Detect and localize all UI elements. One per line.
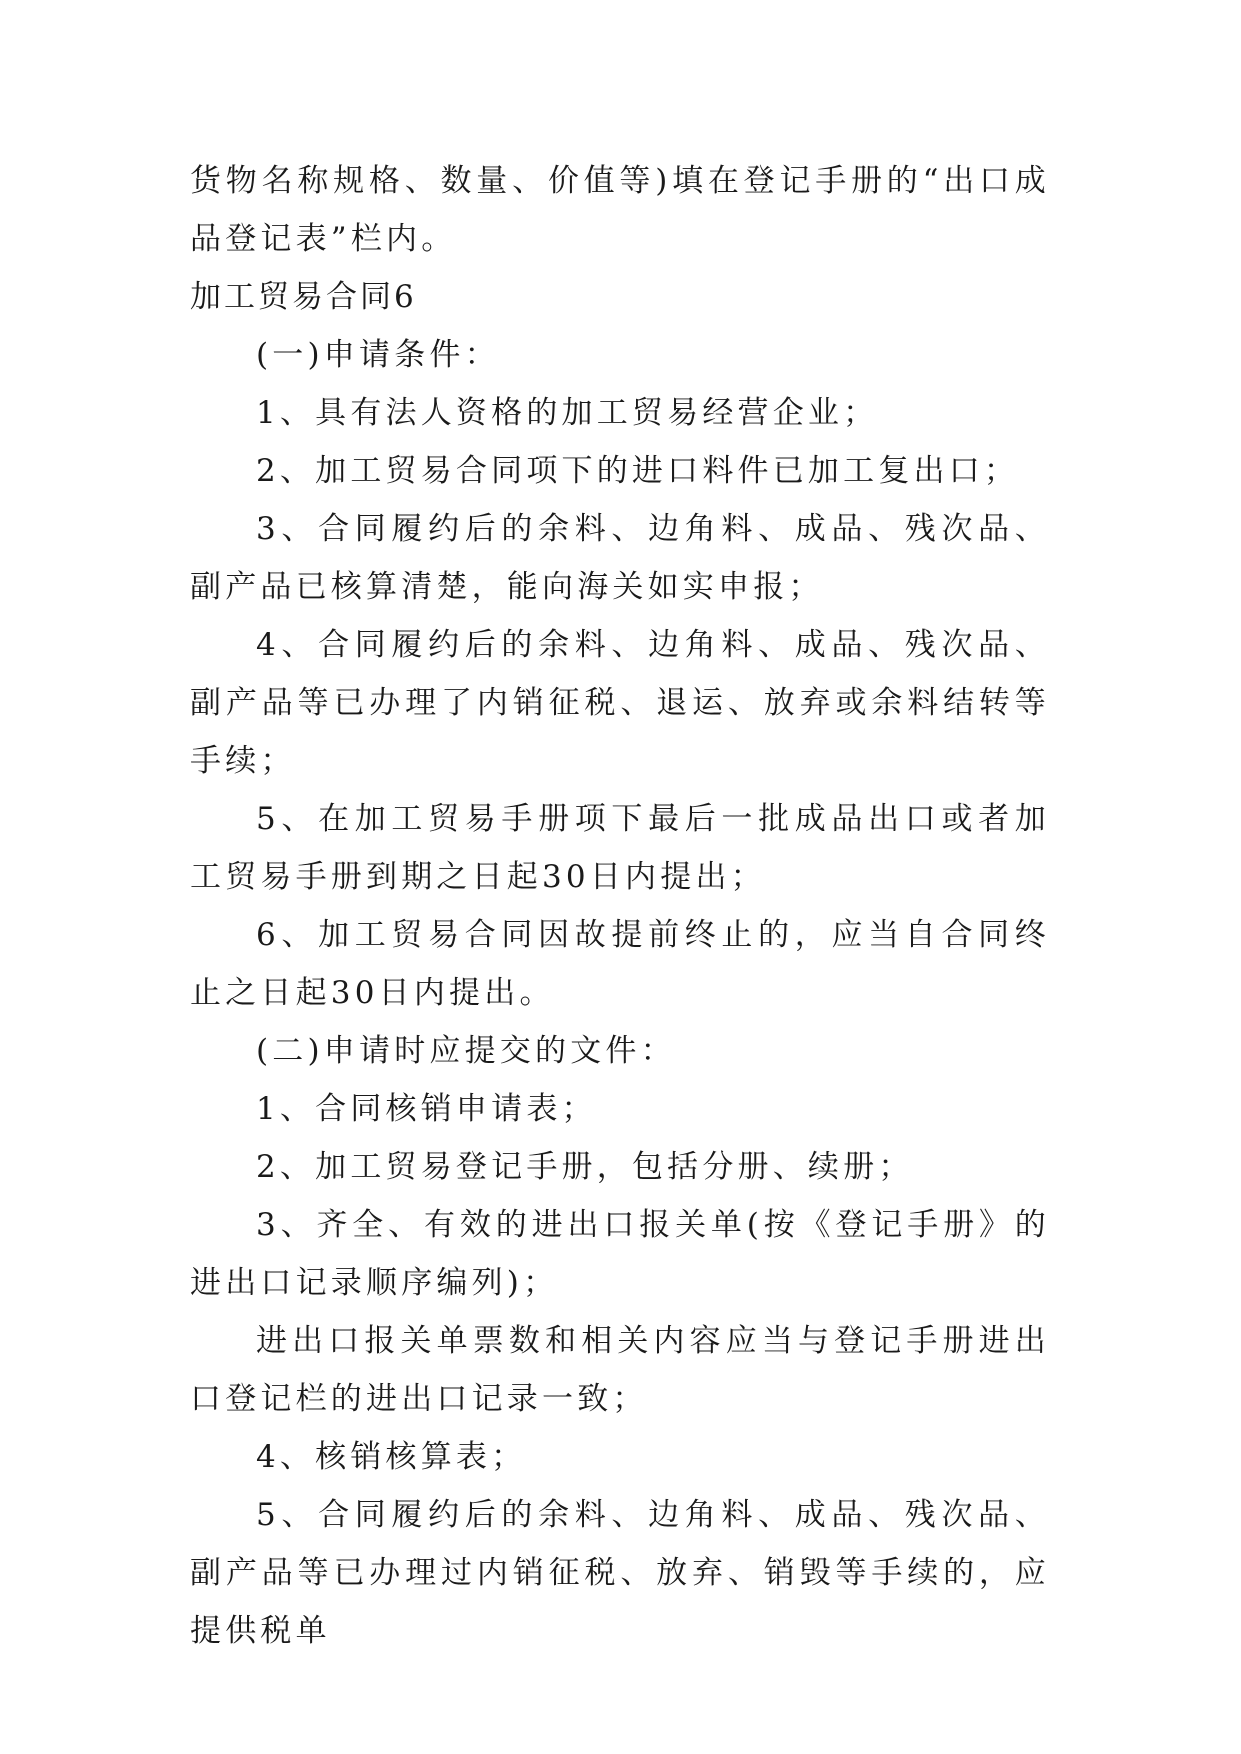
condition-item-3: 3、合同履约后的余料、边角料、成品、残次品、副产品已核算清楚，能向海关如实申报；: [190, 511, 1050, 605]
condition-item-1: 1、具有法人资格的加工贸易经营企业；: [256, 395, 879, 431]
section-heading: 加工贸易合同6: [190, 279, 417, 315]
document-item-5: 5、合同履约后的余料、边角料、成品、残次品、副产品等已办理过内销征税、放弃、销毁等手续的，应提供税单: [190, 1497, 1050, 1649]
paragraph-continuation: 货物名称规格、数量、价值等)填在登记手册的“出口成品登记表”栏内。: [190, 163, 1050, 257]
condition-item-6: 6、加工贸易合同因故提前终止的，应当自合同终止之日起30日内提出。: [190, 917, 1050, 1011]
condition-item-5: 5、在加工贸易手册项下最后一批成品出口或者加工贸易手册到期之日起30日内提出；: [190, 801, 1050, 895]
condition-item-2: 2、加工贸易合同项下的进口料件已加工复出口；: [256, 453, 1020, 489]
document-body: [190, 152, 1050, 1660]
document-item-3-note: 进出口报关单票数和相关内容应当与登记手册进出口登记栏的进出口记录一致；: [190, 1323, 1050, 1417]
document-item-1: 1、合同核销申请表；: [256, 1091, 597, 1127]
subheading-application-conditions: (一)申请条件：: [256, 337, 500, 373]
document-item-3: 3、齐全、有效的进出口报关单(按《登记手册》的进出口记录顺序编列)；: [190, 1207, 1050, 1301]
document-item-2: 2、加工贸易登记手册，包括分册、续册；: [256, 1149, 914, 1185]
document-item-4: 4、核销核算表；: [256, 1439, 527, 1475]
condition-item-4: 4、合同履约后的余料、边角料、成品、残次品、副产品等已办理了内销征税、退运、放弃或余料结转等手续；: [190, 627, 1050, 779]
subheading-required-documents: (二)申请时应提交的文件：: [256, 1033, 676, 1069]
